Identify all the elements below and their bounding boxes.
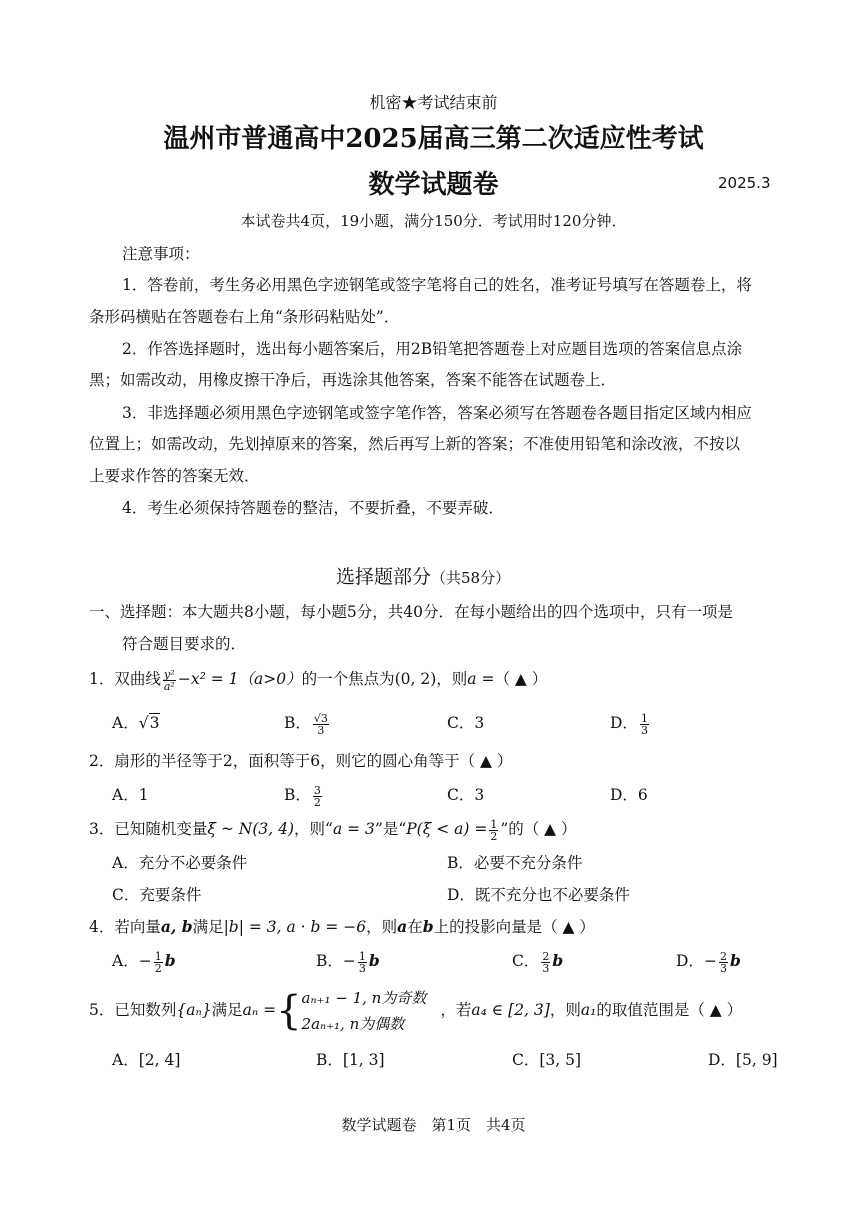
section-title: [336, 562, 510, 589]
q2-option-b-fraction: $\frac{3}{2}$: [313, 783, 321, 809]
note-1-line-1: 1．答卷前，考生务必用黑色字迹钢笔或签字笔将自己的姓名，准考证号填写在答题卷上，将: [122, 276, 752, 294]
q2-option-b: B． $\frac{3}{2}$: [284, 783, 321, 809]
sqrt-symbol: √: [138, 714, 149, 732]
note-3-line-1: 3．非选择题必须用黑色字迹钢笔或签字笔作答，答案必须写在答题卷各题目指定区域内相应: [122, 404, 752, 422]
page-footer: 数学试题卷 第1页 共4页: [341, 1116, 526, 1134]
exam-date: 2025.3: [718, 174, 771, 192]
q4-condition: |b| = 3, a · b = −6: [223, 918, 367, 936]
notes-heading: 注意事项：: [122, 245, 200, 263]
q1-option-a: A．√3: [112, 714, 160, 732]
q3-option-b: B．必要不充分条件: [447, 854, 583, 872]
q5-option-d: D．[5, 9]: [708, 1051, 778, 1069]
q5-option-c: C．[3, 5]: [512, 1051, 582, 1069]
q1-blank: （ ▲ ）: [494, 670, 548, 688]
q4-option-d: D．− $\frac{2}{3}$ b: [676, 949, 741, 975]
section-score: （共58分）: [431, 569, 511, 587]
note-3-line-2: 位置上；如需改动，先划掉原来的答案，然后再写上新的答案；不准使用铅笔和涂改液，不按以: [89, 435, 741, 453]
q5-a1: a₁: [580, 1001, 597, 1019]
note-2-line-2: 黑；如需改动，用橡皮擦干净后，再选涂其他答案，答案不能答在试题卷上．: [89, 371, 617, 389]
q3-condition-1: a = 3: [332, 820, 375, 838]
q4-option-b-fraction: $\frac{1}{3}$: [358, 949, 366, 975]
q3-condition-2: P(ξ < a) =: [406, 820, 488, 838]
q4-option-a: A．− $\frac{1}{2}$ b: [112, 949, 176, 975]
q2-option-d: D．6: [610, 786, 648, 804]
q1-var: a =: [467, 670, 495, 688]
question-3-stem: 3．已知随机变量ξ ~ N(3, 4)，则“a = 3”是“P(ξ < a) = $\frac{1}{2}$ ”的（ ▲ ）: [89, 817, 577, 843]
q1-tail: ，则: [436, 670, 468, 688]
q2-option-c: C．3: [447, 786, 485, 804]
question-1-stem: [89, 664, 547, 694]
question-5-stem: 5．已知数列{aₙ}满足aₙ ={ aₙ₊₁ − 1, n为奇数 2aₙ₊₁, n为偶数 ，若a₄ ∈ [2, 3]，则a₁的取值范围是（ ▲ ）: [89, 982, 742, 1038]
q5-lhs: aₙ =: [242, 1001, 277, 1019]
q4-option-d-fraction: $\frac{2}{3}$: [719, 949, 727, 975]
q3-option-c: C．充要条件: [112, 886, 202, 904]
q3-fraction: $\frac{1}{2}$: [490, 817, 498, 843]
q1-option-d-fraction: $\frac{1}{3}$: [640, 711, 648, 737]
question-2-stem: 2．扇形的半径等于2，面积等于6，则它的圆心角等于（ ▲ ）: [89, 752, 513, 770]
note-3-line-3: 上要求作答的答案无效．: [89, 467, 260, 485]
q1-option-b: B． $\frac{√3}{3}$: [284, 711, 328, 737]
q5-piecewise-cases: [302, 985, 427, 1037]
q1-option-d: D． $\frac{1}{3}$: [610, 711, 648, 737]
section-title-text: 选择题部分: [336, 566, 432, 588]
q4-option-a-fraction: $\frac{1}{2}$: [154, 949, 162, 975]
q4-option-c: C． $\frac{2}{3}$ b: [512, 949, 564, 975]
q4-vector-a: a: [397, 917, 408, 936]
q4-option-c-fraction: $\frac{2}{3}$: [542, 949, 550, 975]
q1-point: (0, 2): [394, 670, 437, 688]
q3-option-d: D．既不充分也不必要条件: [447, 886, 630, 904]
exam-title: 温州市普通高中2025届高三第二次适应性考试: [163, 124, 704, 154]
q3-distribution: ξ ~ N(3, 4): [207, 820, 294, 838]
q5-case-odd: aₙ₊₁ − 1, n为奇数: [301, 989, 427, 1007]
q1-mid: 的一个焦点为: [301, 670, 395, 688]
note-1-line-2: 条形码横贴在答题卷右上角“条形码粘贴处”．: [89, 308, 400, 326]
q1-option-c: C．3: [447, 714, 485, 732]
q3-option-a: A．充分不必要条件: [112, 854, 248, 872]
exam-summary: 本试卷共4页，19小题，满分150分．考试用时120分钟．: [240, 212, 627, 230]
note-2-line-1: 2．作答选择题时，选出每小题答案后，用2B铅笔把答题卷上对应题目选项的答案信息点涂: [122, 340, 743, 358]
q5-option-b: B．[1, 3]: [316, 1051, 385, 1069]
section-intro-line-1: 一、选择题：本大题共8小题，每小题5分，共40分．在每小题给出的四个选项中，只有一项是: [89, 603, 733, 621]
question-4-stem: 4．若向量a, b满足|b| = 3, a · b = −6，则a在b上的投影向量是（ ▲ ）: [89, 917, 595, 936]
note-4: 4．考生必须保持答题卷的整洁，不要折叠，不要弄破．: [122, 499, 504, 517]
q4-vector-b: b: [422, 917, 434, 936]
q4-option-b: B．− $\frac{1}{3}$ b: [316, 949, 380, 975]
section-intro-line-2: 符合题目要求的．: [122, 635, 247, 653]
q5-condition: a₄ ∈ [2, 3]: [471, 1001, 550, 1019]
q1-equation: −x² = 1（a>0）: [177, 670, 302, 688]
q5-case-even: 2aₙ₊₁, n为偶数: [301, 1015, 405, 1033]
paper-subtitle: 数学试题卷: [368, 170, 499, 200]
q1-option-b-fraction: $\frac{√3}{3}$: [313, 711, 328, 737]
q1-option-a-radicand: 3: [149, 714, 160, 732]
q5-option-a: A．[2, 4]: [112, 1051, 181, 1069]
q1-fraction: $\frac{\text{y²}}{\text{a²}}$: [163, 667, 175, 693]
q1-prefix: 1．双曲线: [89, 670, 161, 688]
left-brace-symbol: {: [276, 988, 302, 1034]
confidential-mark: 机密★考试结束前: [369, 93, 498, 112]
q4-vectors: a, b: [160, 917, 193, 936]
q5-sequence: {aₙ}: [176, 1001, 212, 1019]
q2-option-a: A．1: [112, 786, 149, 804]
